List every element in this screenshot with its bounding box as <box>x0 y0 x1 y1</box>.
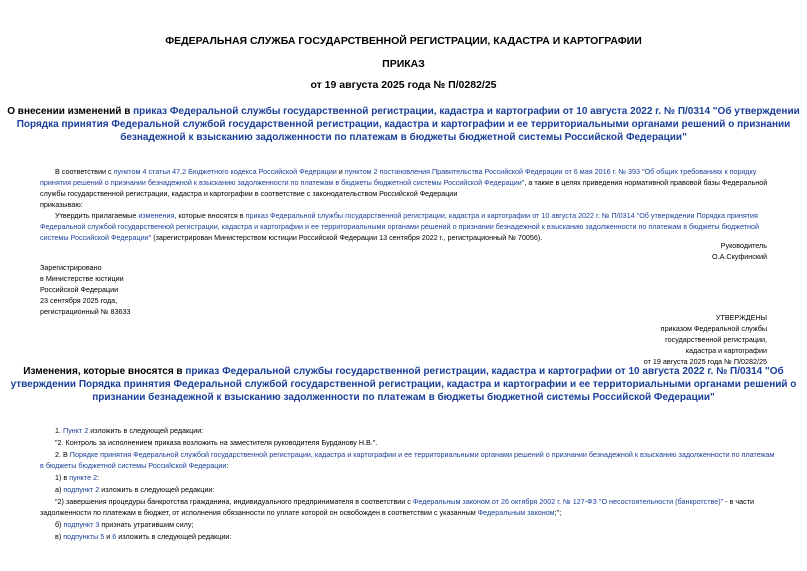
order-word: приказываю: <box>40 200 83 209</box>
preamble-text: В соответствии с <box>55 167 114 176</box>
document-title <box>0 105 807 144</box>
title-text: О внесении изменений в <box>7 106 134 117</box>
government-decree-link-cont[interactable]: принятия решений о признании безнадежной к взысканию задолженности по платежам в бюджеты бюджетной системы Российской Федерации" <box>40 178 525 187</box>
order-link[interactable]: приказ Федеральной службы государственной регистрации, кадастра и картографии от 10 августа 2022 г. № П/0314 "Об утверждении Порядка принятия <box>245 211 758 220</box>
approve-text: , которые вносятся в <box>174 211 246 220</box>
list-item-quote-cont: задолженности по платежам в бюджет, от исполнения обязанности по уплате которой он освобожден в соответствии с указанным Федеральным законом;"; <box>40 508 562 517</box>
subclause-6-link[interactable]: 6 <box>112 532 117 541</box>
changes-title <box>0 365 807 404</box>
preamble-text: , а также в целях приведения нормативной правовой базы Федеральной <box>524 178 768 187</box>
subclause-2-link[interactable]: подпункт 2 <box>63 485 100 494</box>
federal-law-link[interactable]: Федеральным законом <box>477 508 555 517</box>
list-item: б) подпункт 3 признать утратившим силу; <box>55 520 194 529</box>
changes-title-line-2[interactable]: утверждении Порядка принятия Федеральной службой государственной регистрации, кадастра и картографии и ее территориальными органами решений о <box>10 379 797 390</box>
changes-order-link[interactable]: приказ Федеральной службы государственной регистрации, кадастра и картографии от 10 августа 2022 г. № П/0314 "Об <box>185 366 784 377</box>
approved-line: приказом Федеральной службы <box>660 324 767 333</box>
preamble-text: службы государственной регистрации, кадастра и картографии в соответствие с законодательством Российской Федерации <box>40 189 458 198</box>
list-item: 1. Пункт 2 изложить в следующей редакции: <box>55 426 204 435</box>
agency-name: ФЕДЕРАЛЬНАЯ СЛУЖБА ГОСУДАРСТВЕННОЙ РЕГИСТРАЦИИ, КАДАСТРА И КАРТОГРАФИИ <box>165 35 642 47</box>
approved-heading: УТВЕРЖДЕНЫ <box>715 313 767 322</box>
approved-line: государственной регистрации, <box>665 335 767 344</box>
registration-line: Зарегистрировано <box>40 263 102 272</box>
approve-text: (зарегистрирован Министерством юстиции Российской Федерации 13 сентября 2022 г., регистрационный № 70056). <box>151 233 543 242</box>
clause-2-link[interactable]: пункте 2 <box>69 473 98 482</box>
budget-code-link[interactable]: пунктом 4 статьи 47.2 Бюджетного кодекса Российской Федерации <box>113 167 337 176</box>
subclause-3-link[interactable]: подпункт 3 <box>63 520 100 529</box>
procedure-link[interactable]: Порядке принятия Федеральной службой государственной регистрации, кадастра и картографии и ее территориальными органами решений о признании безнадежной к взысканию задолженности по платежам <box>69 450 775 459</box>
order-link-cont[interactable]: системы Российской Федерации" <box>40 233 152 242</box>
subclause-5-link[interactable]: подпункты 5 <box>63 532 105 541</box>
bankruptcy-law-link[interactable]: Федеральным законом от 26 октября 2002 г. № 127-ФЗ "О несостоятельности (банкротстве)" <box>412 497 724 506</box>
title-line-2[interactable]: Порядка принятия Федеральной службой государственной регистрации, кадастра и картографии и ее территориальными органами решений о признании <box>16 119 791 130</box>
signature-role: Руководитель <box>720 241 767 250</box>
item-1-link[interactable]: Пункт 2 <box>63 426 89 435</box>
approved-line: от 19 августа 2025 года № П/0282/25 <box>643 357 767 366</box>
document-type: ПРИКАЗ <box>382 58 425 70</box>
approve-text: Утвердить прилагаемые <box>55 211 139 220</box>
registration-line: Российской Федерации <box>40 285 119 294</box>
list-item: в) подпункты 5 и 6 изложить в следующей редакции: <box>55 532 232 541</box>
approved-line: кадастра и картографии <box>685 346 767 355</box>
list-item: 2. В Порядке принятия Федеральной службой государственной регистрации, кадастра и картографии и ее территориальными органами решений о признании безнадежной к взысканию задолженности по платежам <box>55 450 775 459</box>
order-link-cont[interactable]: Федеральной службой государственной регистрации, кадастра и картографии и ее территориальными органами решений о признании безнадежной к взысканию задолженности по платежам в бюджеты бюджетной <box>40 222 759 231</box>
preamble-text: и <box>336 167 345 176</box>
title-order-link[interactable]: приказ Федеральной службы государственной регистрации, кадастра и картографии от 10 августа 2022 г. № П/0314 "Об утверждении <box>133 106 800 117</box>
registration-line: в Министерстве юстиции <box>40 274 124 283</box>
list-item: 1) в пункте 2: <box>55 473 100 482</box>
registration-line: 23 сентября 2025 года, <box>40 296 118 305</box>
list-item-quote: "2. Контроль за исполнением приказа возложить на заместителя руководителя Бурданову Н.В.". <box>55 438 378 447</box>
title-line-3[interactable]: безнадежной к взысканию задолженности по платежам в бюджеты бюджетной системы Российской Федерации" <box>120 132 687 143</box>
procedure-link-cont[interactable]: в бюджеты бюджетной системы Российской Федерации <box>40 461 227 470</box>
registration-line: регистрационный № 83633 <box>40 307 131 316</box>
list-item-quote: "2) завершения процедуры банкротства гражданина, индивидуального предпринимателя в соответствии с Федеральным законом от 26 октября 2002 г. № 127-ФЗ "О несостоятельности (банкротстве)" - в части <box>55 497 755 506</box>
changes-title-line-3[interactable]: признании безнадежной к взысканию задолженности по платежам в бюджеты бюджетной системы Российской Федерации" <box>92 392 715 403</box>
list-item: а) подпункт 2 изложить в следующей редакции: <box>55 485 215 494</box>
document-date-number: от 19 августа 2025 года № П/0282/25 <box>310 79 497 91</box>
list-item-cont: в бюджеты бюджетной системы Российской Федерации: <box>40 461 229 470</box>
signature-name: О.А.Скуфинский <box>712 252 767 261</box>
government-decree-link[interactable]: пунктом 2 постановления Правительства Российской Федерации от 6 мая 2016 г. № 393 "Об общих требованиях к порядку <box>344 167 757 176</box>
changes-title-text: Изменения, которые вносятся в <box>23 366 186 377</box>
changes-link[interactable]: изменения <box>138 211 175 220</box>
